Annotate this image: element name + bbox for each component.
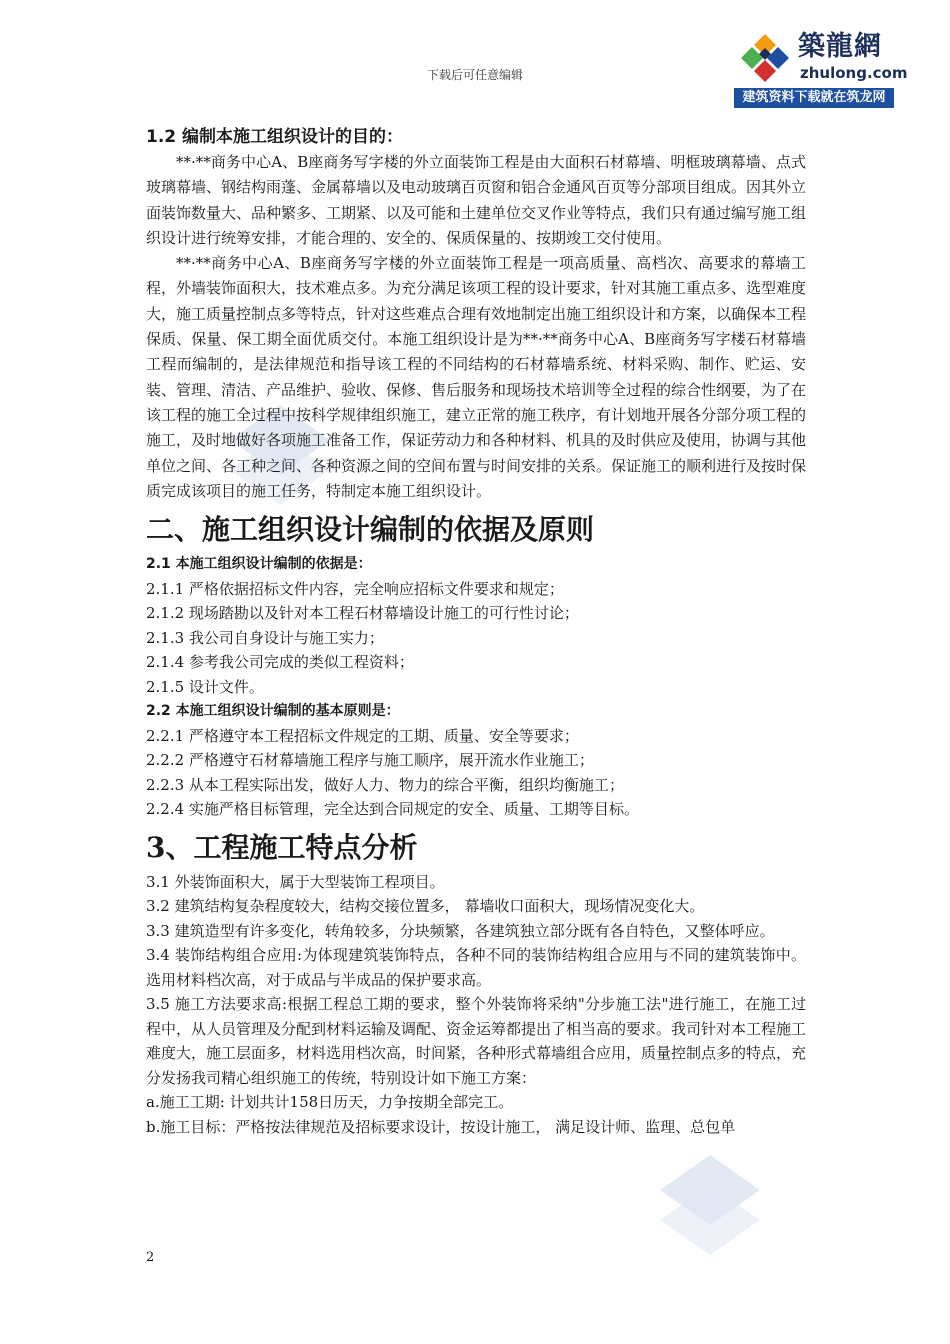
section-3-title: 3、工程施工特点分析 xyxy=(146,830,418,864)
section-1-2-heading: 1.2 编制本施工组织设计的目的： xyxy=(146,127,404,147)
logo-brand-cn: 築龍網 xyxy=(798,31,882,62)
list-item: 3.3 建筑造型有许多变化，转角较多，分块频繁，各建筑独立部分既有各自特色，又整体呼应。 xyxy=(146,921,775,940)
list-item: 2.1.3 我公司自身设计与施工实力； xyxy=(146,628,384,647)
watermark-logo-icon xyxy=(650,1150,770,1260)
list-item: 3.4 装饰结构组合应用:为体现建筑装饰特点，各种不同的装饰结构组合应用与不同的建筑装饰中。选用材料档次高，对于成品与半成品的保护要求高。 xyxy=(146,946,806,989)
section-1-2-para-1: **·**商务中心A、B座商务写字楼的外立面装饰工程是由大面积石材幕墙、明框玻璃幕墙、点式玻璃幕墙、钢结构雨蓬、金属幕墙以及电动玻璃百页窗和铝合金通风百页等分部项目组成。因其外立面装饰数量大、品种繁多、工期紧、以及可能和土建单位交叉作业等特点，我们只有通过编写施工组织设计进行统筹安排，才能合理的、安全的、保质保量的、按期竣工交付使用。 xyxy=(146,153,807,247)
zhulong-logo xyxy=(734,28,908,108)
list-item: b.施工目标：严格按法律规范及招标要求设计，按设计施工， 满足设计师、监理、总包单 xyxy=(146,1117,736,1136)
section-2-title: 二、施工组织设计编制的依据及原则 xyxy=(146,513,595,547)
list-item: 2.2.3 从本工程实际出发，做好人力、物力的综合平衡，组织均衡施工； xyxy=(146,775,624,794)
list-item: 3.5 施工方法要求高:根据工程总工期的要求，整个外装饰将采纳"分步施工法"进行施工，在施工过程中，从人员管理及分配到材料运输及调配、资金运筹都提出了相当高的要求。我司针对本工程施工难度大，施工层面多，材料选用档次高，时间紧，各种形式幕墙组合应用，质量控制点多的特点，充分发扬我司精心组织施工的传统，特别设计如下施工方案： xyxy=(146,995,807,1087)
logo-top xyxy=(734,28,908,86)
list-item: 2.1.2 现场踏勘以及针对本工程石材幕墙设计施工的可行性讨论； xyxy=(146,604,579,623)
list-item: 2.2.4 实施严格目标管理，完全达到合同规定的安全、质量、工期等目标。 xyxy=(146,800,639,819)
list-item: 2.2.2 严格遵守石材幕墙施工程序与施工顺序，展开流水作业施工； xyxy=(146,751,594,770)
section-1-2-para-2: **·**商务中心A、B座商务写字楼的外立面装饰工程是一项高质量、高档次、高要求的幕墙工程，外墙装饰面积大，技术难点多。为充分满足该项工程的设计要求，针对其施工重点多、选型难度大，施工质量控制点多等特点，针对这些难点合理有效地制定出施工组织设计和方案，以确保本工程保质、保量、保工期全面优质交付。本施工组织设计是为**·**商务中心A、B座商务写字楼石材幕墙工程而编制的，是法律规范和指导该工程的不同结构的石材幕墙系统、材料采购、制作、贮运、安装、管理、清洁、产品维护、验收、保修、售后服务和现场技术培训等全过程的综合性纲要，为了在该工程的施工全过程中按科学规律组织施工，建立正常的施工秩序，有计划地开展各分部分项工程的施工，及时地做好各项施工准备工作，保证劳动力和各种材料、机具的及时供应及使用，协调与其他单位之间、各工种之间、各种资源之间的空间布置与时间安排的关系。保证施工的顺利进行及按时保质完成该项目的施工任务，特制定本施工组织设计。 xyxy=(146,254,807,500)
list-item: 2.1.5 设计文件。 xyxy=(146,677,264,696)
section-2-2-heading: 2.2 本施工组织设计编制的基本原则是： xyxy=(146,703,400,720)
list-item: a.施工工期: 计划共计158日历天，力争按期全部完工。 xyxy=(146,1093,514,1112)
list-item: 3.2 建筑结构复杂程度较大，结构交接位置多， 幕墙收口面积大，现场情况变化大。 xyxy=(146,897,705,916)
header-note: 下载后可任意编辑 xyxy=(426,68,523,82)
section-2-1-heading: 2.1 本施工组织设计编制的依据是： xyxy=(146,556,372,573)
list-item: 2.2.1 严格遵守本工程招标文件规定的工期、质量、安全等要求； xyxy=(146,726,579,745)
list-item: 2.1.1 严格依据招标文件内容，完全响应招标文件要求和规定； xyxy=(146,579,564,598)
logo-tagline: 建筑资料下载就在筑龙网 xyxy=(734,88,894,108)
page-number: 2 xyxy=(146,1250,155,1265)
zhulong-diamond-icon xyxy=(738,32,792,82)
document-body xyxy=(146,124,806,1139)
list-item: 2.1.4 参考我公司完成的类似工程资料； xyxy=(146,653,414,672)
logo-brand-en: zhulong.com xyxy=(800,64,908,82)
list-item: 3.1 外装饰面积大，属于大型装饰工程项目。 xyxy=(146,872,445,891)
